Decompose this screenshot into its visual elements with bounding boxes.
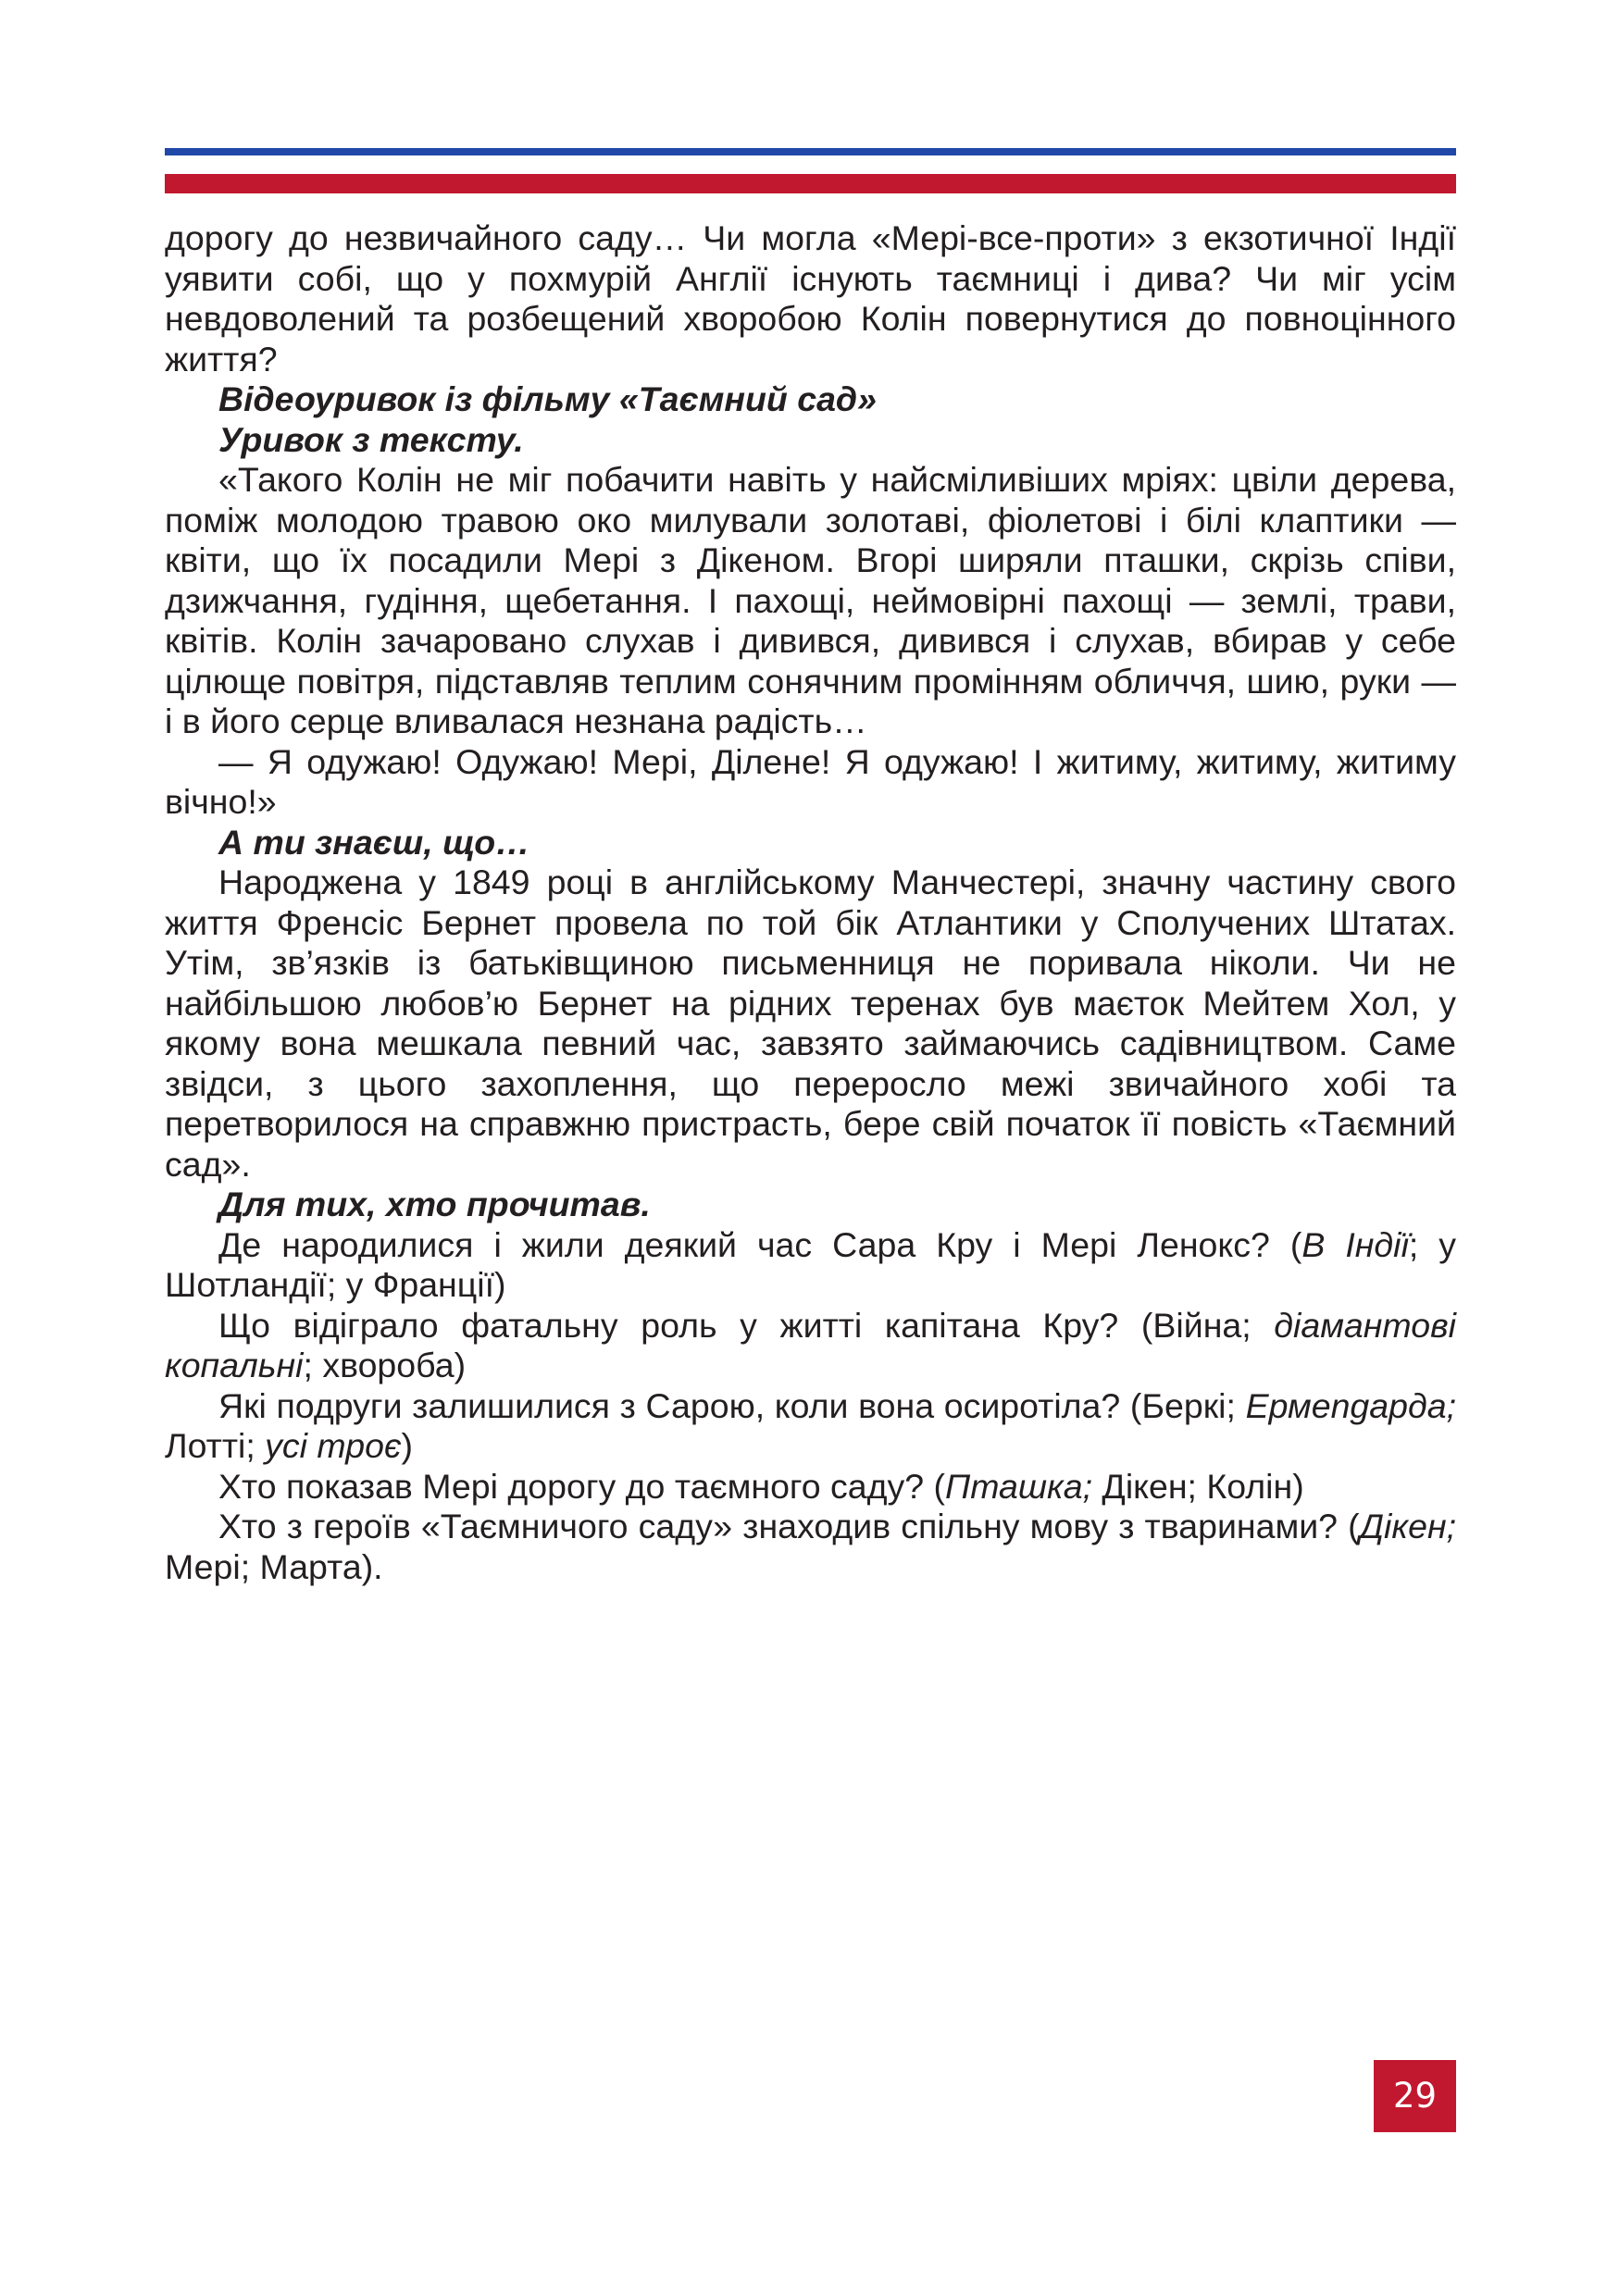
quote-paragraph: «Такого Колін не міг побачити навіть у найсміливіших мріях: цвіли дерева, поміж молодою травою око милували золотаві, фіолетові і білі клаптики — квіти, що їх посадили Мері з Дікеном. Вгорі ширяли пташки, скрізь співи, дзижчання, гудіння, щебетання. І пахощі, неймовірні пахощі — землі, трави, квітів. Колін зачаровано слухав і дивився, дивився і слухав, вбирав у себе цілюще повітря, підставляв теплим сонячним промінням обличчя, шию, руки — і в його серце вливалася незнана радість… (165, 460, 1456, 740)
intro-paragraph: дорогу до незвичайного саду… Чи могла «Мері-все-проти» з екзотичної Індії уявити собі, що у похмурій Англії існують таємниці і дива? Чи міг усім невдоволений та розбещений хворобою Колін повернутися до повноцінного життя? (165, 218, 1456, 379)
header-rule-blue (165, 148, 1456, 155)
quiz-answer: ) (401, 1426, 414, 1465)
quiz-answer: Мері; Марта). (165, 1546, 383, 1586)
quiz-answer: Лотті; (165, 1426, 266, 1465)
quiz-question: Хто з героїв «Таємничого саду» знаходив спільну мову з тваринами? ( (218, 1507, 1360, 1545)
header-rule-red (165, 174, 1456, 193)
fact-heading: А ти знаєш, що… (218, 822, 530, 862)
quiz-answer: ; хвороба) (303, 1346, 467, 1384)
quiz-item (165, 1507, 1456, 1587)
quiz-item (165, 1467, 1456, 1508)
quiz-answer-italic: Дікен; (1359, 1507, 1456, 1545)
quiz-answer-italic: діамантові копальні (165, 1305, 1456, 1384)
video-heading: Відеоуривок із фільму «Таємний сад» (218, 379, 877, 418)
quiz-item (165, 1225, 1456, 1306)
quiz-answer-italic: усі троє (265, 1426, 402, 1465)
quiz-answer-italic: Пташка; (945, 1466, 1093, 1506)
quiz-question: Хто показав Мері дорогу до таємного саду? ( (218, 1466, 946, 1506)
quote-dialogue: — Я одужаю! Одужаю! Мері, Ділене! Я одужаю! І житиму, житиму, житиму вічно!» (165, 741, 1456, 821)
quiz-answer-italic: Ермengарда; (1245, 1385, 1456, 1425)
quiz-item (165, 1386, 1456, 1467)
page-body (165, 218, 1456, 1587)
quiz-answer: Дікен; Колін) (1092, 1466, 1304, 1506)
quiz-heading: Для тих, хто прочитав. (218, 1185, 651, 1223)
quiz-item (165, 1306, 1456, 1386)
quiz-question: Які подруги залишилися з Сарою, коли вона осиротіла? (Беркі; (218, 1385, 1246, 1425)
fact-paragraph: Народжена у 1849 році в англійському Манчестері, значну частину свого життя Френсіс Бернет провела по той бік Атлантики у Сполучених Штатах. Утім, зв’язків із батьківщиною письменниця не поривала ніколи. Чи не найбільшою любов’ю Бернет на рідних теренах був маєток Мейтем Хол, у якому вона мешкала певний час, завзято займаючись садівництвом. Саме звідси, з цього захоплення, що переросло межі звичайного хобі та перетворилося на справжню пристрасть, бере свій початок її повість «Таємний сад». (165, 863, 1456, 1184)
quiz-list (165, 1225, 1456, 1588)
quiz-answer: ; у Шотландії; у Франції) (165, 1224, 1456, 1304)
quiz-question: Що відіграло фатальну роль у житті капітана Кру? (Війна; (218, 1305, 1275, 1345)
quiz-question: Де народилися і жили деякий час Сара Кру і Мері Ленокс? ( (218, 1224, 1302, 1264)
page-number: 29 (1374, 2060, 1456, 2132)
excerpt-heading: Уривок з тексту. (218, 419, 524, 459)
quiz-answer-italic: В Індії (1301, 1224, 1409, 1264)
